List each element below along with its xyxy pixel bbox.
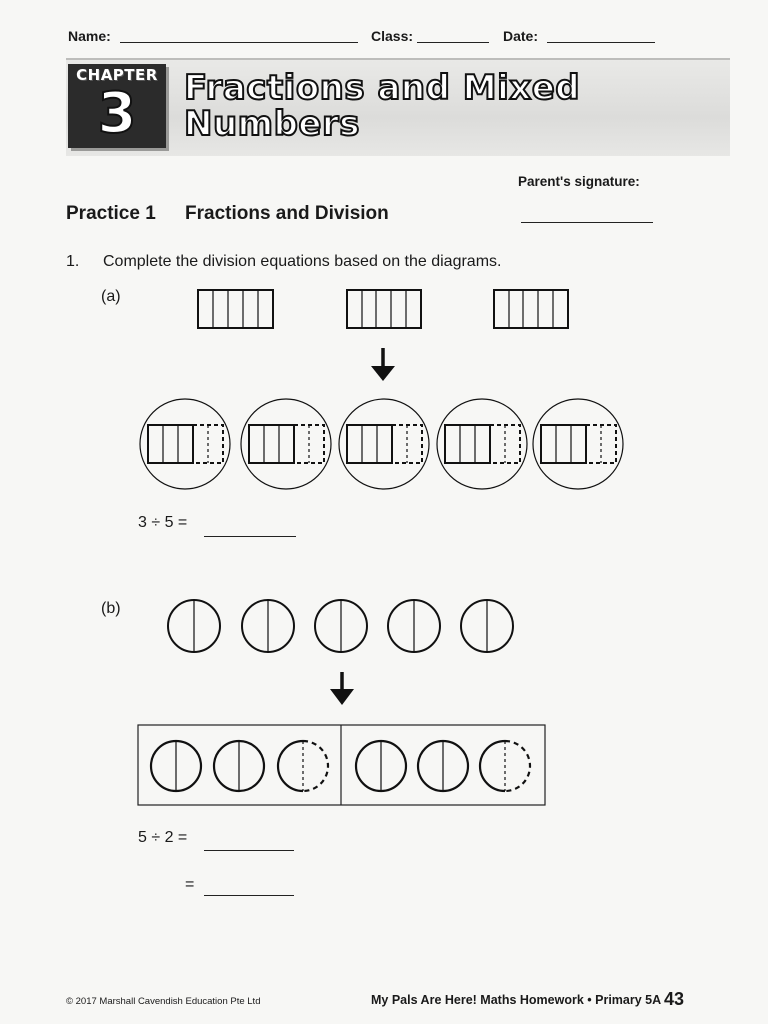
down-arrow-icon [330, 672, 354, 705]
share-circle [533, 399, 623, 489]
answer-b-mixed-field[interactable] [204, 895, 294, 896]
whole-circle [418, 741, 468, 791]
whole-circle [151, 741, 201, 791]
book-title: My Pals Are Here! Maths Homework • Primary 5A [371, 993, 662, 1007]
whole-circle [168, 600, 220, 652]
share-circle [437, 399, 527, 489]
whole-bar [198, 290, 273, 328]
whole-bar [494, 290, 568, 328]
page-number: 43 [664, 989, 685, 1009]
whole-circle [356, 741, 406, 791]
whole-circle [214, 741, 264, 791]
share-circle [339, 399, 429, 489]
copyright: © 2017 Marshall Cavendish Education Pte Ltd [66, 996, 261, 1007]
share-circle [241, 399, 331, 489]
whole-circle [315, 600, 367, 652]
practice-title: Fractions and Division [185, 203, 389, 224]
equation-b: 5 ÷ 2 = [138, 829, 188, 846]
share-circle [140, 399, 230, 489]
question-number: 1. [66, 253, 80, 270]
chapter-word: CHAPTER [76, 66, 158, 84]
question-text: Complete the division equations based on the diagrams. [103, 253, 502, 270]
whole-circle [388, 600, 440, 652]
half-circle [480, 741, 530, 791]
equation-a: 3 ÷ 5 = [138, 514, 188, 531]
answer-a-field[interactable] [204, 536, 296, 537]
whole-circle [242, 600, 294, 652]
group-box [138, 725, 545, 805]
part-b-label: (b) [101, 600, 121, 617]
parent-signature-label: Parent's signature: [518, 174, 640, 189]
equals-sign: = [185, 876, 195, 893]
class-label: Class: [371, 28, 414, 44]
whole-circle [461, 600, 513, 652]
whole-bar [347, 290, 421, 328]
practice-label: Practice 1 [66, 203, 156, 224]
half-circle [278, 741, 328, 791]
part-a-label: (a) [101, 288, 121, 305]
chapter-number: 3 [97, 81, 137, 146]
date-label: Date: [503, 28, 539, 44]
chapter-title: Fractions and Mixed Numbers [184, 68, 581, 144]
name-label: Name: [68, 28, 111, 44]
answer-b-field[interactable] [204, 850, 294, 851]
down-arrow-icon [371, 348, 395, 381]
